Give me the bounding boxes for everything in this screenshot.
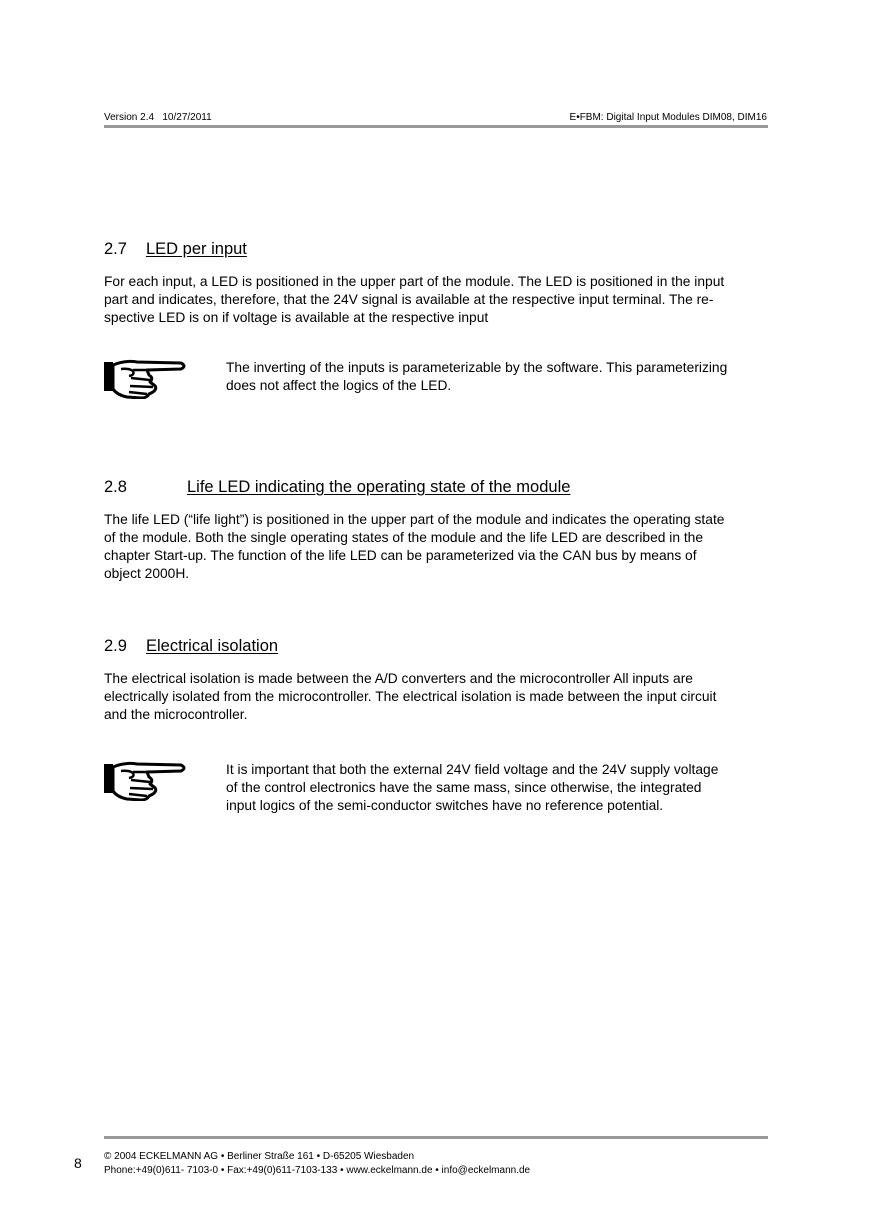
paragraph-line: and the microcontroller. (104, 707, 248, 722)
paragraph-line: spective LED is on if voltage is available at the respective input (104, 310, 489, 325)
section-heading-2-7 (104, 240, 247, 259)
footer-rule (104, 1136, 768, 1139)
footer-line: © 2004 ECKELMANN AG • Berliner Straße 161 • D-65205 Wiesbaden (104, 1151, 415, 1162)
note-line: The inverting of the inputs is parameterizable by the software. This parameterizing (226, 360, 728, 375)
section-paragraph (104, 670, 769, 724)
section-number: 2.8 (104, 478, 127, 496)
paragraph-line: part and indicates, therefore, that the 24V signal is available at the respective input terminal. The re- (104, 292, 714, 307)
note-line: of the control electronics have the same mass, since otherwise, the integrated (226, 780, 702, 795)
page-number: 8 (74, 1155, 82, 1171)
pointing-hand-icon (103, 357, 187, 399)
note-line: It is important that both the external 24V field voltage and the 24V supply voltage (226, 762, 719, 777)
pointing-hand-icon (103, 759, 187, 801)
note-line: does not affect the logics of the LED. (226, 378, 452, 393)
note-text (226, 359, 766, 395)
section-number: 2.9 (104, 637, 127, 655)
header-title: E•FBM: Digital Input Modules DIM08, DIM16 (569, 112, 767, 123)
section-heading-2-8 (104, 478, 570, 497)
paragraph-line: electrically isolated from the microcontroller. The electrical isolation is made between the input circuit (104, 689, 717, 704)
header-version: Version 2.4 10/27/2011 (104, 112, 212, 123)
paragraph-line: The life LED (“life light”) is positioned in the upper part of the module and indicates the operating state (104, 512, 725, 527)
section-title: Electrical isolation (146, 637, 279, 655)
section-paragraph (104, 511, 769, 583)
note-line: input logics of the semi-conductor switches have no reference potential. (226, 798, 664, 813)
section-title: Life LED indicating the operating state of the module (187, 478, 571, 496)
footer-address (104, 1150, 530, 1178)
paragraph-line: chapter Start-up. The function of the life LED can be parameterized via the CAN bus by means of (104, 548, 697, 563)
section-heading-2-9 (104, 637, 278, 656)
paragraph-line: of the module. Both the single operating states of the module and the life LED are described in the (104, 530, 704, 545)
paragraph-line: The electrical isolation is made between the A/D converters and the microcontroller All inputs are (104, 671, 693, 686)
section-paragraph (104, 273, 769, 327)
section-number: 2.7 (104, 240, 127, 258)
paragraph-line: For each input, a LED is positioned in the upper part of the module. The LED is positioned in the input (104, 274, 725, 289)
header-rule (104, 125, 768, 128)
paragraph-line: object 2000H. (104, 566, 190, 581)
section-title: LED per input (146, 240, 247, 258)
footer-line: Phone:+49(0)611- 7103-0 • Fax:+49(0)611-7103-133 • www.eckelmann.de • info@eckelmann.de (104, 1165, 531, 1176)
note-text (226, 761, 766, 815)
